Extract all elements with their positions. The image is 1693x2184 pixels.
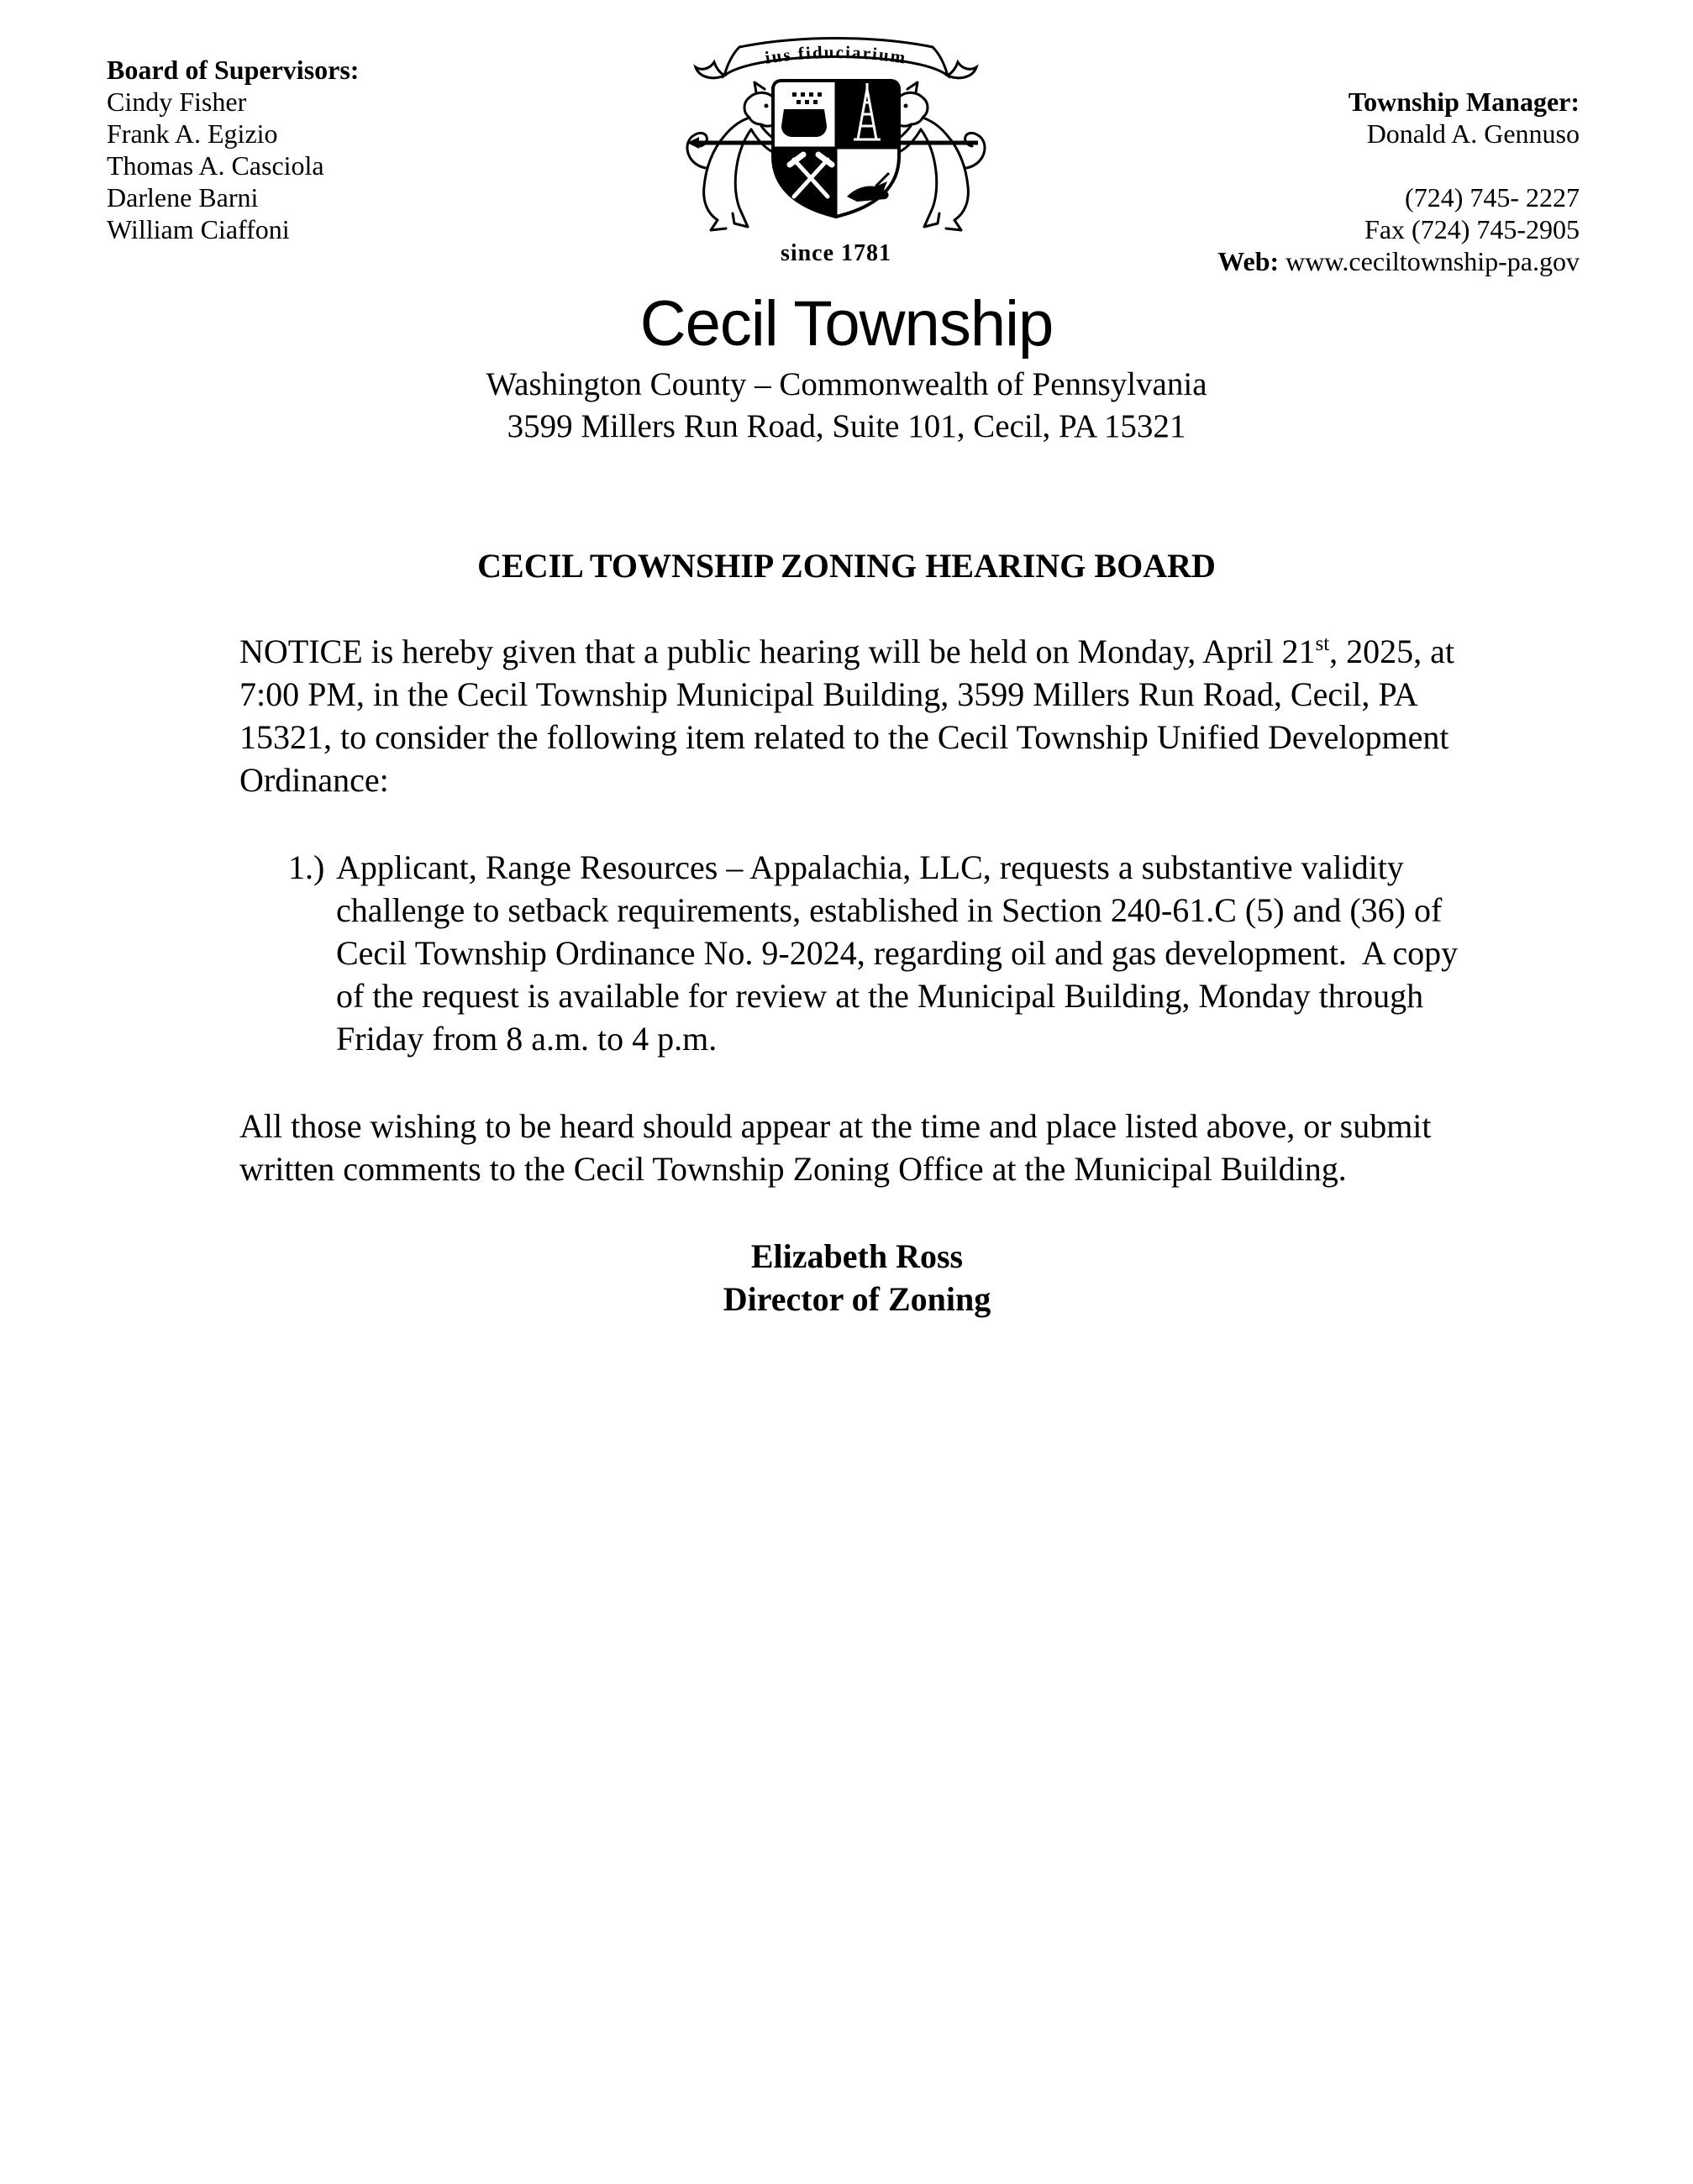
seal-motto-text: ius fiduciarium [763, 41, 908, 68]
seal-since-text: since 1781 [780, 240, 892, 266]
signature-block [239, 1235, 1475, 1320]
subtitle-county: Washington County – Commonwealth of Pennsylvania [486, 366, 1207, 402]
shield-icon [773, 81, 899, 217]
notice-heading: CECIL TOWNSHIP ZONING HEARING BOARD [477, 547, 1216, 585]
banner-ribbon [696, 39, 976, 78]
ordinal-superscript: st [1315, 633, 1330, 655]
manager-fax: Fax (724) 745-2905 [1364, 214, 1580, 244]
township-subtitle [0, 364, 1693, 448]
board-title: Board of Supervisors: [107, 55, 360, 85]
board-member: Darlene Barni [107, 182, 259, 213]
coat-of-arms-icon [655, 32, 1017, 239]
agenda-item-number: 1.) [288, 848, 325, 886]
board-member: Thomas A. Casciola [107, 150, 324, 181]
township-manager-block [1217, 86, 1580, 277]
manager-web [1217, 245, 1580, 277]
signature-name: Elizabeth Ross [750, 1237, 964, 1275]
signature-title: Director of Zoning [723, 1280, 991, 1318]
manager-phone: (724) 745- 2227 [1405, 182, 1580, 213]
agenda-item-text: Applicant, Range Resources – Appalachia, LLC, requests a substantive validity challenge to setback requirements, established in Section 240-61.C (5) and (36) of Cecil Township Ordinance No. 9-2024, regarding oil and gas development. A copy of the request is available for review at the Municipal Building, Monday through Friday from 8 a.m. to 4 p.m. [336, 848, 1459, 1058]
manager-title: Township Manager: [1348, 87, 1580, 117]
notice-body [239, 630, 1475, 1320]
board-of-supervisors-block [107, 54, 359, 245]
township-seal [655, 32, 1017, 267]
web-label: Web: [1217, 246, 1280, 276]
subtitle-address: 3599 Millers Run Road, Suite 101, Cecil, PA 15321 [507, 408, 1186, 444]
notice-closing: All those wishing to be heard should appear at the time and place listed above, or submit written comments to the Cecil Township Zoning Office at the Municipal Building. [239, 1107, 1432, 1188]
intro-text: NOTICE is hereby given that a public hearing will be held on Monday, April 21 [239, 633, 1316, 670]
board-member: Cindy Fisher [107, 87, 247, 117]
spacer [1217, 150, 1580, 181]
township-name: Cecil Township [639, 288, 1054, 360]
board-member: William Ciaffoni [107, 214, 290, 244]
manager-name: Donald A. Gennuso [1366, 118, 1580, 149]
intro-text-continued: , 2025, at 7:00 PM, in the Cecil Township Municipal Building, 3599 Millers Run Road, Cecil, PA 15321, to consider the following item related to the Cecil Township Unified Development Ordinance: [239, 633, 1455, 799]
web-url: www.ceciltownship-pa.gov [1286, 246, 1580, 276]
board-member: Frank A. Egizio [107, 118, 278, 149]
agenda-item-1 [239, 846, 1475, 1060]
notice-intro [239, 630, 1475, 801]
